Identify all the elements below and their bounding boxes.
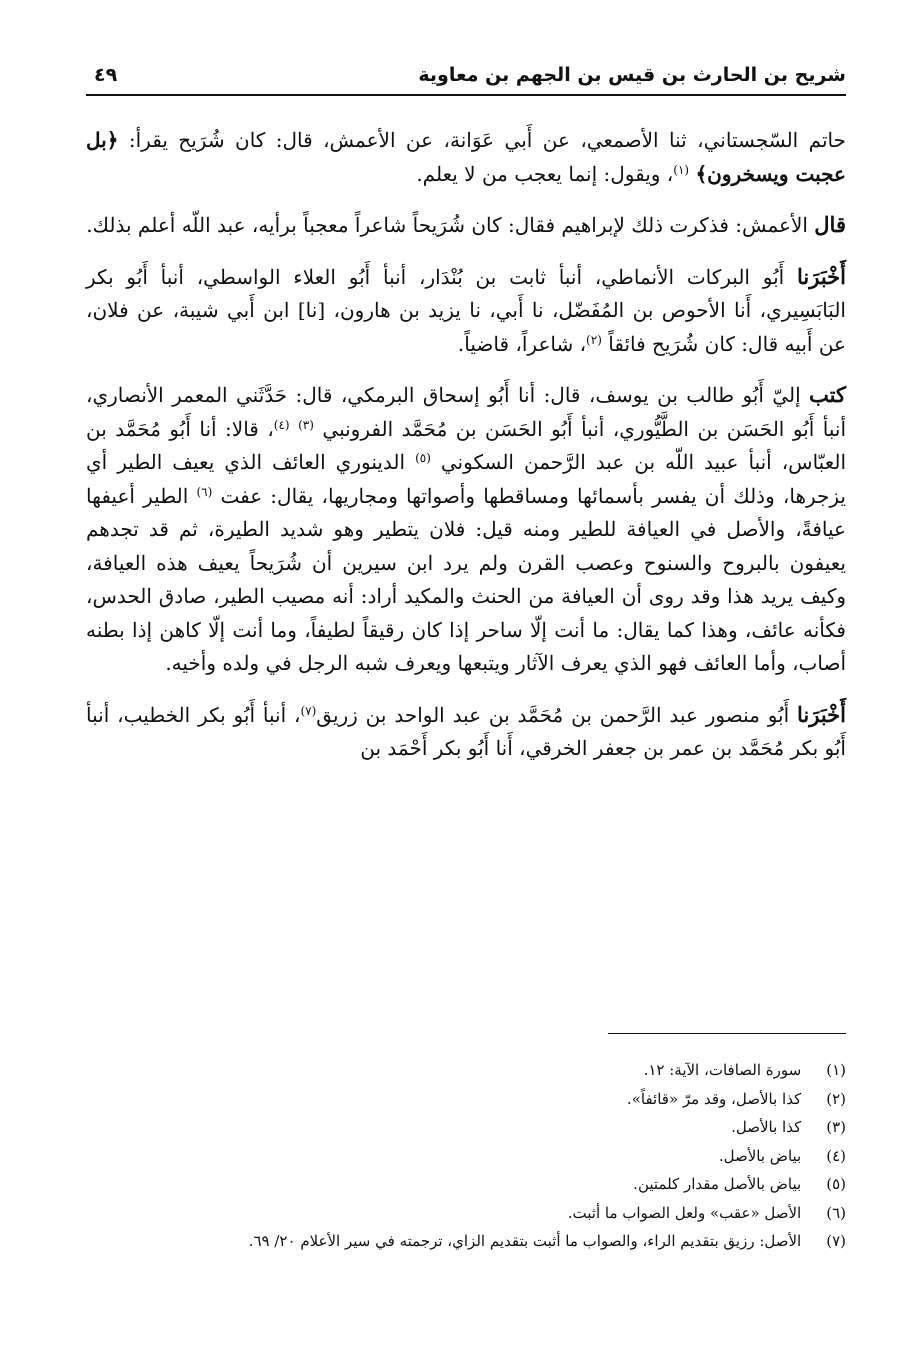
footnote-mark-6: (٦) bbox=[196, 484, 213, 499]
footnote-number: (٧) bbox=[826, 1232, 846, 1250]
paragraph-2-text: الأعمش: فذكرت ذلك لإبراهيم فقال: كان شُرَيحاً شاعراً معجباً برأيه، عبد اللّه أعلم بذلك. bbox=[86, 213, 815, 237]
footnote-2 bbox=[86, 1085, 846, 1114]
footnote-number: (٢) bbox=[826, 1089, 846, 1108]
footnote-rule bbox=[608, 1033, 846, 1034]
paragraph-1-text: حاتم السّجستاني، ثنا الأصمعي، عن أَبي عَوَانة، عن الأعمش، قال: كان شُرَيح يقرأ: bbox=[118, 128, 846, 152]
footnote-mark-4: (٤) bbox=[273, 417, 290, 432]
footnote-5 bbox=[86, 1170, 846, 1199]
footnote-text: كذا بالأصل. bbox=[731, 1118, 802, 1136]
footnote-mark-5: (٥) bbox=[415, 451, 431, 465]
footnote-6 bbox=[86, 1199, 846, 1228]
footnote-text: الأصل: رزيق بتقديم الراء، والصواب ما أثبت بتقديم الزاي، ترجمته في سير الأعلام ٢٠/ ٦٩. bbox=[248, 1232, 802, 1250]
paragraph-4-text-4: الدينوري العائف الذي يعيف الطير أي يزجرها، وذلك أن يفسر بأسمائها ومساقطها وأصواتها ومجاريها، يقال: عفت bbox=[86, 450, 846, 508]
running-header bbox=[86, 60, 846, 96]
paragraph-4-text-5: الطير أعيفها عيافةً، والأصل في العيافة للطير ومنه قيل: فلان يتطير وهو شديد الطيرة، ثم قد تجدهم يعيفون بالبروح والسنوح وعصب القرن ولم يرد ابن سيرين أن شُرَيحاً يعيف هذه العيافة، وكيف يريد هذا وقد روى أن العيافة من الحنث والمكيد أراد: أنه مصيب الطير، صادق الحدس، فكأنه عائف، وهذا كما يقال: ما أنت إلّا ساحر إذا كان رقيقاً لطيفاً، وما أنت إلّا كاهن إذا بطنه أصاب، وأما العائف فهو الذي يعرف الآثار ويتبعها ويعرف شبه الرجل في ولده وأخيه. bbox=[86, 483, 846, 675]
paragraph-4-text-2 bbox=[290, 417, 298, 441]
footnotes bbox=[86, 1056, 846, 1256]
paragraph-3-lead: أَخْبَرَنا bbox=[797, 263, 846, 289]
main-text bbox=[86, 124, 846, 783]
paragraph-3 bbox=[86, 260, 846, 362]
footnote-7 bbox=[86, 1227, 846, 1256]
footnote-text: كذا بالأصل، وقد مرّ «قائفاً». bbox=[626, 1089, 802, 1108]
paragraph-4 bbox=[86, 378, 846, 681]
footnote-3 bbox=[86, 1113, 846, 1142]
paragraph-4-text-3: ، قالا: أنا أَبُو مُحَمَّد بن العبّاس، أنبأ عبيد اللّه بن عبد الرَّحمن السكوني bbox=[86, 416, 847, 474]
paragraph-5 bbox=[86, 698, 846, 766]
page-number: ٤٩ bbox=[94, 64, 118, 86]
header-rule bbox=[86, 94, 846, 96]
footnote-number: (٣) bbox=[826, 1118, 846, 1136]
footnote-mark-1: (١) bbox=[673, 162, 690, 177]
paragraph-1-text-end: ، ويقول: إنما يعجب من لا يعلم. bbox=[416, 161, 674, 186]
footnote-number: (٦) bbox=[826, 1203, 846, 1222]
paragraph-1 bbox=[86, 124, 846, 191]
footnote-text: سورة الصافات، الآية: ١٢. bbox=[643, 1061, 802, 1079]
footnote-text: الأصل «عقب» ولعل الصواب ما أثبت. bbox=[567, 1203, 802, 1222]
footnote-4 bbox=[86, 1142, 846, 1171]
footnote-number: (١) bbox=[826, 1061, 846, 1079]
paragraph-3-text-end: ، شاعراً، قاضياً. bbox=[457, 331, 587, 356]
footnote-number: (٤) bbox=[826, 1146, 846, 1165]
footnote-mark-2: (٢) bbox=[586, 332, 602, 347]
paragraph-5-text: أَبُو منصور عبد الرَّحمن بن مُحَمَّد بن عبد الواحد بن زريق bbox=[316, 702, 798, 727]
paragraph-2-lead: قال bbox=[814, 212, 846, 237]
footnote-1 bbox=[86, 1056, 846, 1085]
paragraph-2 bbox=[86, 208, 846, 243]
footnote-mark-7: (٧) bbox=[300, 703, 317, 718]
footnote-number: (٥) bbox=[826, 1175, 846, 1193]
paragraph-4-lead: كتب bbox=[809, 382, 846, 407]
running-title: شريح بن الحارث بن قيس بن الجهم بن معاوية bbox=[418, 64, 846, 86]
footnote-text: بياض بالأصل. bbox=[718, 1146, 802, 1165]
paragraph-4-text-1: إليّ أَبُو طالب بن يوسف، قال: أنا أَبُو إسحاق البرمكي، قال: حَدَّثَني المعمر الأنصاري، أنبأ أَبُو الحَسَن بن الطَّيُّوري، أنبأ أَبُو الحَسَن بن مُحَمَّد الفرونبي bbox=[86, 383, 847, 441]
paragraph-3-text: أَبُو البركات الأنماطي، أنبأ ثابت بن بُنْدَار، أنبأ أَبُو العلاء الواسطي، أنبأ أَبُو بكر البَابَسِيري، أَنا الأحوص بن المُفَضّل، نا أَبي، نا يزيد بن هارون، [نا] ابن أَبي شيبة، عن فلان، عن أَبيه قال: كان شُرَيح فائقاً bbox=[86, 264, 846, 356]
quran-quote: ﴿بل عجبت ويسخرون﴾ bbox=[86, 128, 846, 186]
footnote-text: بياض بالأصل مقدار كلمتين. bbox=[633, 1175, 802, 1193]
paragraph-5-lead: أَخْبَرَنا bbox=[797, 701, 846, 727]
footnote-mark-3: (٣) bbox=[298, 417, 314, 432]
paragraph-5-text-end: ، أنبأ أَبُو بكر الخطيب، أنبأ أَبُو بكر مُحَمَّد بن عمر بن جعفر الخرقي، أَنا أَبُو بكر أَحْمَد بن bbox=[86, 702, 846, 760]
